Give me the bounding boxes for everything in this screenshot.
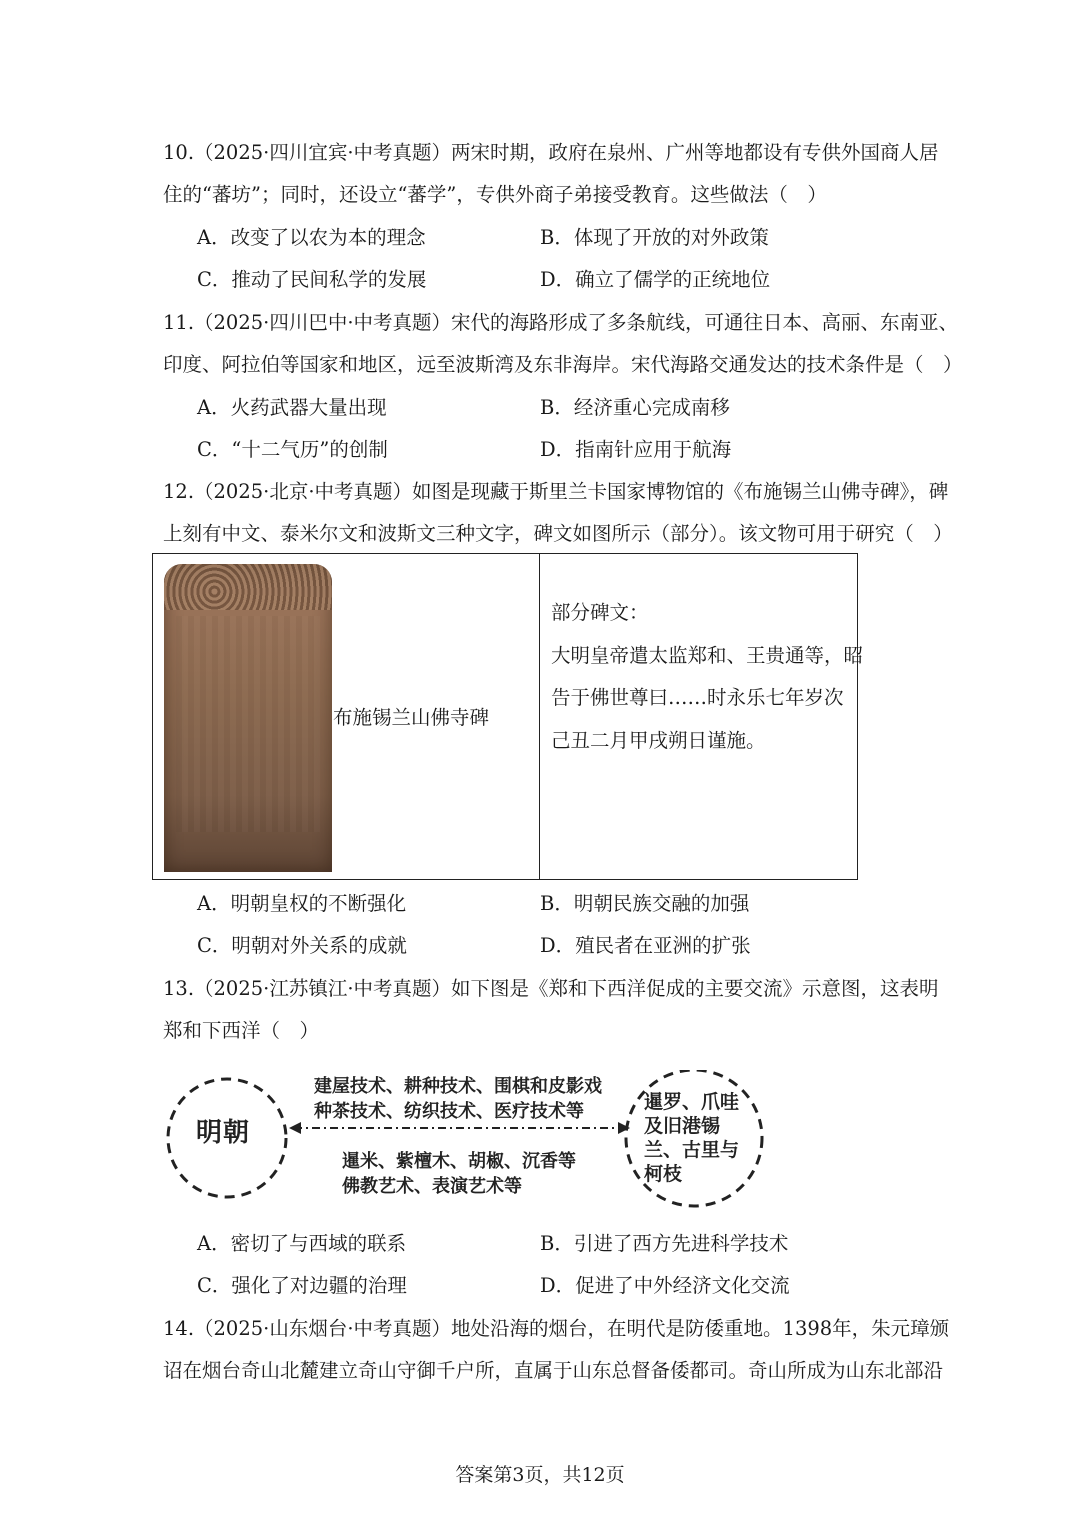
ming-label: 明朝 [196, 1118, 251, 1148]
inscription-heading: 部分碑文： [551, 601, 649, 624]
q13-option-b: B．引进了西方先进科学技术 [540, 1232, 789, 1255]
q12-option-d: D．殖民者在亚洲的扩张 [540, 934, 751, 957]
q11-option-c: C．“十二气历”的创制 [197, 438, 388, 461]
q10-stem-line-2: 住的“蕃坊”；同时，还设立“蕃学”，专供外商子弟接受教育。这些做法（ ） [163, 183, 827, 206]
q13-option-a: A．密切了与西域的联系 [197, 1232, 407, 1255]
incoming-arrow-head [289, 1122, 301, 1134]
q12-stem-line-1: 12.（2025·北京·中考真题）如图是现藏于斯里兰卡国家博物馆的《布施锡兰山佛寺碑》，碑 [163, 480, 949, 503]
q12-stem-line-2: 上刻有中文、泰米尔文和波斯文三种文字，碑文如图所示（部分）。该文物可用于研究（ ） [163, 522, 953, 545]
q11-option-d: D．指南针应用于航海 [540, 438, 732, 461]
incoming-items-line-1: 暹米、紫檀木、胡椒、沉香等 [342, 1151, 576, 1172]
foreign-lands-label: 暹罗、爪哇及旧港锡兰、古里与柯枝 [644, 1091, 740, 1185]
q14-stem-line-2: 诏在烟台奇山北麓建立奇山守御千户所，直属于山东总督备倭都司。奇山所成为山东北部沿 [163, 1359, 944, 1382]
stele-photo [164, 564, 332, 872]
inscription-line-1: 大明皇帝遣太监郑和、王贵通等，昭 [551, 644, 864, 667]
stele-carved-top [164, 564, 332, 610]
q12-option-a: A．明朝皇权的不断强化 [197, 892, 407, 915]
q13-stem-line-2: 郑和下西洋（ ） [163, 1019, 320, 1042]
exchange-diagram [160, 1070, 770, 1210]
stele-inscribed-face [176, 616, 320, 832]
q11-stem-line-1: 11.（2025·四川巴中·中考真题）宋代的海路形成了多条航线，可通往日本、高丽、东南亚、 [163, 311, 959, 334]
q11-option-b: B．经济重心完成南移 [540, 396, 730, 419]
q10-option-c: C．推动了民间私学的发展 [197, 268, 427, 291]
q10-stem-line-1: 10.（2025·四川宜宾·中考真题）两宋时期，政府在泉州、广州等地都设有专供外国商人居 [163, 141, 939, 164]
q13-option-d: D．促进了中外经济文化交流 [540, 1274, 790, 1297]
incoming-items-line-2: 佛教艺术、表演艺术等 [342, 1176, 522, 1197]
q14-stem-line-1: 14.（2025·山东烟台·中考真题）地处沿海的烟台，在明代是防倭重地。1398年，朱元璋颁 [163, 1317, 950, 1340]
outgoing-items-line-1: 建屋技术、耕种技术、围棋和皮影戏 [314, 1076, 602, 1097]
q12-option-b: B．明朝民族交融的加强 [540, 892, 750, 915]
q12-figure-table [152, 553, 864, 880]
q13-option-c: C．强化了对边疆的治理 [197, 1274, 407, 1297]
q10-option-d: D．确立了儒学的正统地位 [540, 268, 771, 291]
q10-option-a: A．改变了以农为本的理念 [197, 226, 426, 249]
inscription-line-3: 己丑二月甲戌朔日谨施。 [551, 729, 766, 752]
table-divider [539, 554, 540, 879]
outgoing-items-line-2: 种茶技术、纺织技术、医疗技术等 [314, 1101, 584, 1122]
q11-stem-line-2: 印度、阿拉伯等国家和地区，远至波斯湾及东非海岸。宋代海路交通发达的技术条件是（ ） [163, 353, 963, 376]
q10-option-b: B．体现了开放的对外政策 [540, 226, 769, 249]
page-footer: 答案第3页，共12页 [455, 1464, 625, 1486]
q13-stem-line-1: 13.（2025·江苏镇江·中考真题）如下图是《郑和下西洋促成的主要交流》示意图，这表明 [163, 977, 939, 1000]
q11-option-a: A．火药武器大量出现 [197, 396, 387, 419]
q12-option-c: C．明朝对外关系的成就 [197, 934, 407, 957]
inscription-line-2: 告于佛世尊曰……时永乐七年岁次 [551, 686, 844, 709]
stele-caption: 布施锡兰山佛寺碑 [333, 706, 490, 729]
